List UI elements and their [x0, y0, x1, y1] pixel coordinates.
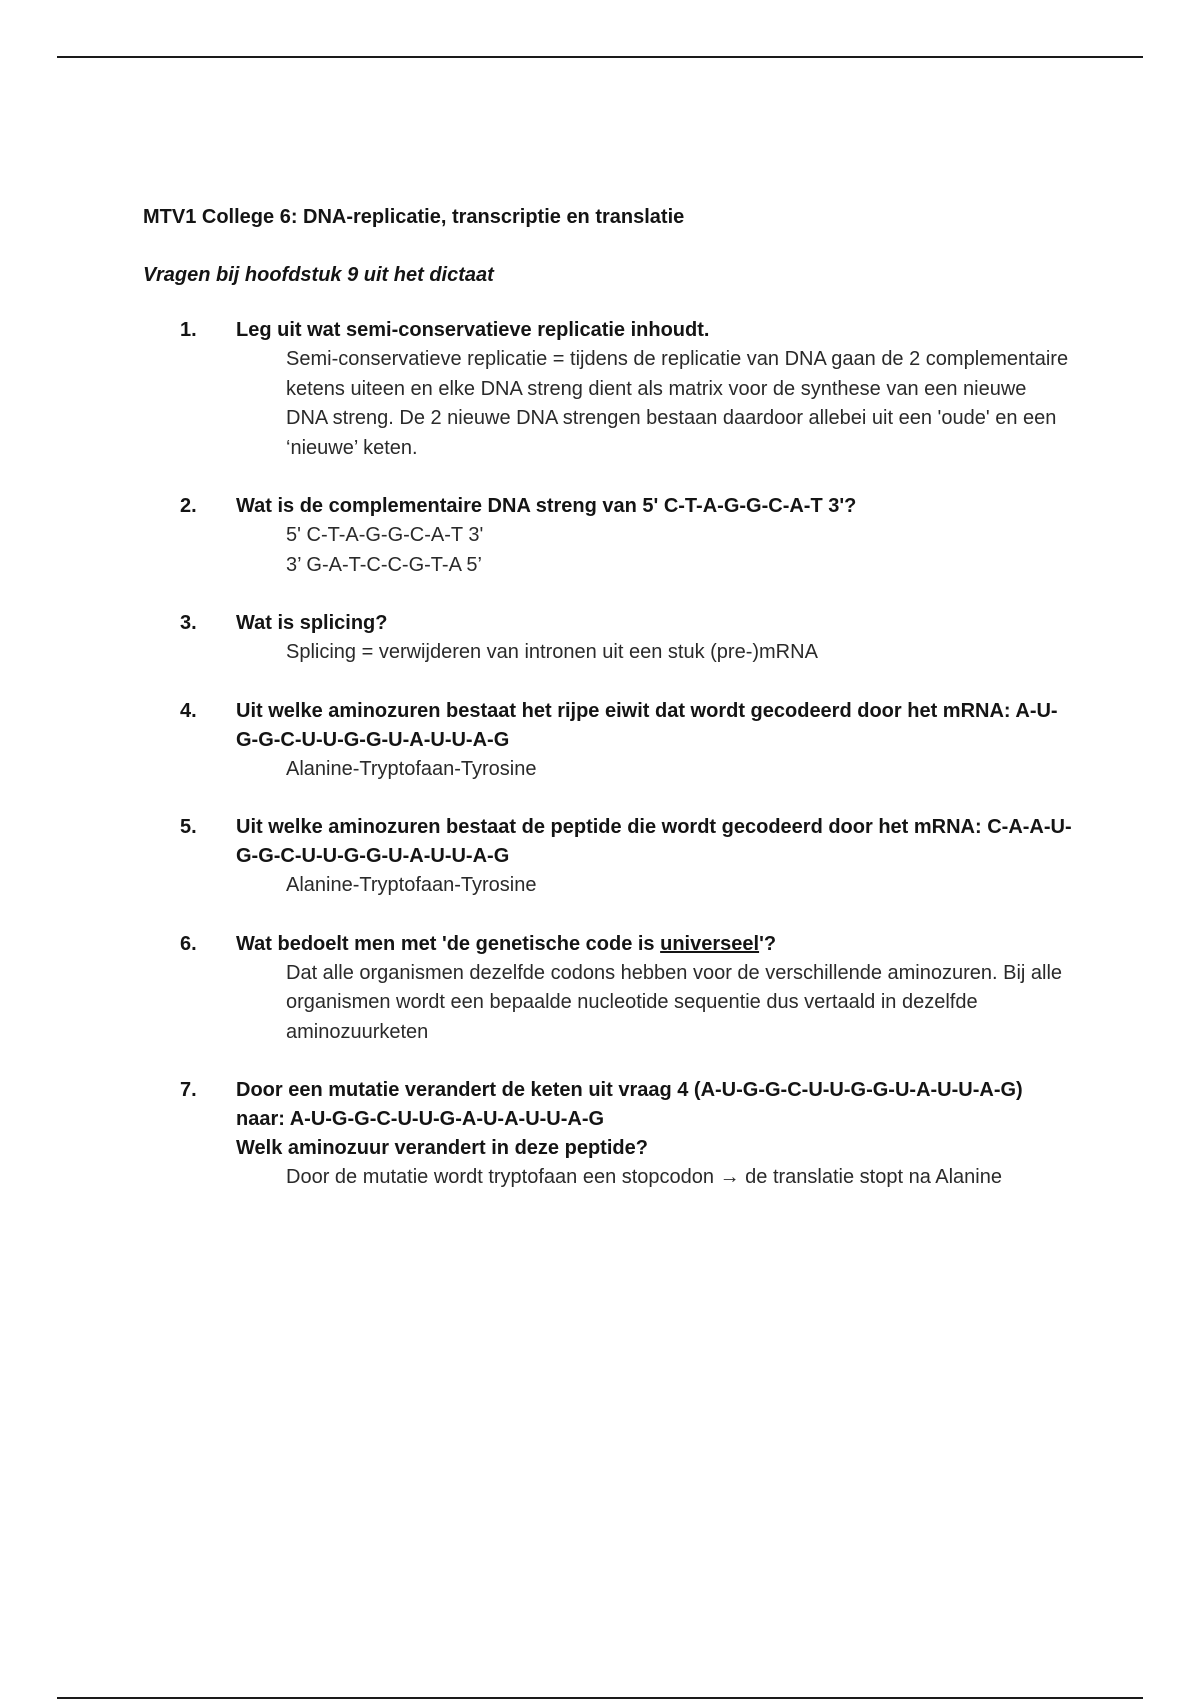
header-rule [57, 56, 1143, 58]
question-number: 3. [180, 612, 197, 634]
question-list [143, 316, 1073, 1193]
question-item-4 [143, 697, 1073, 785]
question-item-2 [143, 492, 1073, 580]
answer-line: 5' C-T-A-G-G-C-A-T 3' [286, 524, 484, 546]
question-number: 1. [180, 319, 197, 341]
question-text: Uit welke aminozuren bestaat de peptide die wordt gecodeerd door het mRNA: C-A-A-U-G-G-C-U-U-G-G-U-A-U-U-A-G [236, 816, 1072, 867]
document-title: MTV1 College 6: DNA-replicatie, transcriptie en translatie [143, 206, 685, 228]
question-item-3 [143, 609, 1073, 668]
question-text: Wat is splicing? [236, 612, 388, 634]
document-subtitle: Vragen bij hoofdstuk 9 uit het dictaat [143, 264, 494, 286]
answer-text: Alanine-Tryptofaan-Tyrosine [286, 874, 537, 896]
question-text-part: Wat bedoelt men met 'de genetische code is [236, 932, 661, 955]
question-text: Wat is de complementaire DNA streng van 5' C-T-A-G-G-C-A-T 3'? [236, 495, 857, 517]
document-body [143, 200, 1073, 1222]
question-followup: Welk aminozuur verandert in deze peptide? [236, 1137, 648, 1159]
question-number: 5. [180, 816, 197, 838]
question-number: 4. [180, 699, 197, 722]
question-text: Uit welke aminozuren bestaat het rijpe eiwit dat wordt gecodeerd door het mRNA: A-U-G-G-C-U-U-G-G-U-A-U-U-A-G [236, 699, 1058, 751]
question-text-part: '? [759, 932, 777, 955]
answer-text: Semi-conservatieve replicatie = tijdens de replicatie van DNA gaan de 2 complementaire ketens uiteen en elke DNA streng dient als matrix voor de synthese van een nieuwe DNA streng. De 2 nieuwe DNA strengen bestaan daardoor allebei uit een 'oude' en een ‘nieuwe’ keten. [286, 348, 1069, 459]
answer-text: Alanine-Tryptofaan-Tyrosine [286, 757, 537, 780]
answer-text: Splicing = verwijderen van intronen uit een stuk (pre-)mRNA [286, 641, 818, 663]
question-item-6 [143, 930, 1073, 1048]
answer-text: Door de mutatie wordt tryptofaan een stopcodon → de translatie stopt na Alanine [286, 1166, 1002, 1188]
question-number: 2. [180, 495, 197, 517]
answer-text: Dat alle organismen dezelfde codons hebben voor de verschillende aminozuren. Bij alle organismen wordt een bepaalde nucleotide sequentie dus vertaald in dezelfde aminozuurketen [286, 961, 1063, 1043]
question-item-1 [143, 316, 1073, 463]
question-item-5 [143, 813, 1073, 901]
question-number: 6. [180, 932, 197, 955]
answer-line: 3’ G-A-T-C-C-G-T-A 5’ [286, 553, 482, 576]
question-number: 7. [180, 1079, 197, 1101]
question-text [236, 930, 1073, 959]
question-item-7 [143, 1076, 1073, 1193]
footer-rule [57, 1697, 1143, 1699]
answer-text [236, 521, 1073, 580]
question-text: Leg uit wat semi-conservatieve replicatie inhoudt. [236, 319, 710, 341]
underlined-term: universeel [660, 932, 760, 955]
question-text: Door een mutatie verandert de keten uit vraag 4 (A-U-G-G-C-U-U-G-G-U-A-U-U-A-G) naar: A-U-G-G-C-U-U-G-A-U-A-U-U-A-G [236, 1079, 1023, 1130]
